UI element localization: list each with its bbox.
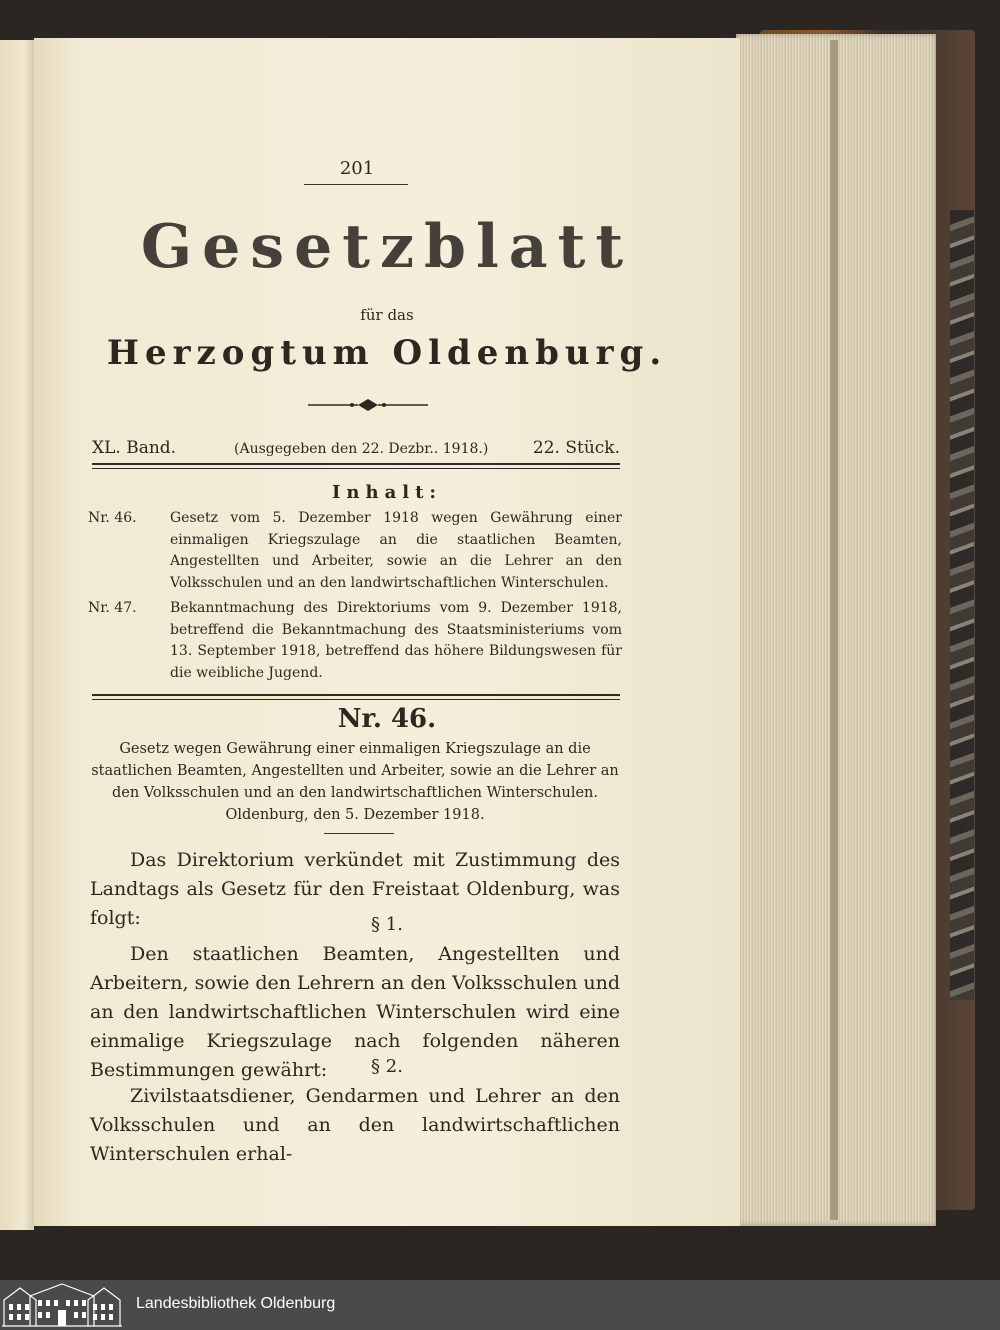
page-edges-shadow [830, 40, 838, 1220]
page-number: 201 [339, 158, 375, 179]
ornament-divider-icon [308, 395, 428, 415]
footer-bar [0, 1280, 1000, 1330]
library-name: Landesbibliothek Oldenburg [136, 1295, 336, 1312]
title-connector: für das [360, 306, 414, 324]
issue-date: (Ausgegeben den 22. Dezbr.. 1918.) [234, 441, 489, 457]
issue-rule-top [92, 463, 620, 465]
band-label: XL. Band. [92, 438, 177, 458]
toc-entry-text: Bekanntmachung des Direktoriums vom 9. Dezember 1918, betreffend die Bekanntmachung des Staatsministeriums vom 13. September 1918, betreffend das höhere Bildungswesen für die weibliche Jugend. [170, 600, 622, 681]
page-number-rule [304, 184, 408, 185]
article-rule [324, 833, 394, 834]
toc-entry [88, 508, 622, 596]
main-title: Gesetzblatt [140, 212, 634, 282]
marbled-cover-edge [950, 210, 974, 1000]
toc-entry-number: Nr. 46. [88, 510, 137, 526]
section-2-text: Zivilstaatsdiener, Gendarmen und Lehrer an den Volksschulen und an den landwirtschaftlichen Winterschulen erhal- [90, 1085, 620, 1165]
document-page [34, 38, 740, 1226]
section-1-heading: § 1. [371, 914, 403, 935]
contents-heading: Inhalt: [331, 482, 443, 503]
issue-rule-bottom [92, 468, 620, 469]
section-2-heading: § 2. [371, 1056, 403, 1077]
contents-rule-bottom [92, 699, 620, 700]
toc-entry-text: Gesetz vom 5. Dezember 1918 wegen Gewährung einer einmaligen Kriegszulage an die staatlichen Beamten, Angestellten und Arbeiter, sowie an die Lehrer an den Volksschulen und an den landwirtschaftlichen Winterschulen. [170, 510, 622, 591]
section-1-text: Den staatlichen Beamten, Angestellten und Arbeitern, sowie den Lehrern an den Volksschulen und an den landwirtschaftlichen Winterschulen wird eine einmalige Kriegszulage nach folgenden näheren Bestimmungen gewährt: [90, 943, 620, 1081]
subtitle: Herzogtum Oldenburg. [106, 333, 668, 373]
article-intro: Das Direktorium verkündet mit Zustimmung des Landtags als Gesetz für den Freistaat Oldenburg, was folgt: [90, 849, 620, 929]
article-subtitle: Gesetz wegen Gewährung einer einmaligen Kriegszulage an die staatlichen Beamten, Angestellten und Arbeiter, sowie an die Lehrer an den Volksschulen und an den landwirtschaftlichen Winterschulen. Oldenburg, den 5. Dezember 1918. [91, 741, 619, 823]
toc-entry [88, 598, 622, 686]
left-page-edge [0, 40, 34, 1230]
toc-entry-number: Nr. 47. [88, 600, 137, 616]
library-building-icon [0, 1280, 124, 1330]
stueck-label: 22. Stück. [532, 438, 620, 458]
contents-rule-top [92, 694, 620, 696]
article-heading: Nr. 46. [337, 704, 437, 734]
